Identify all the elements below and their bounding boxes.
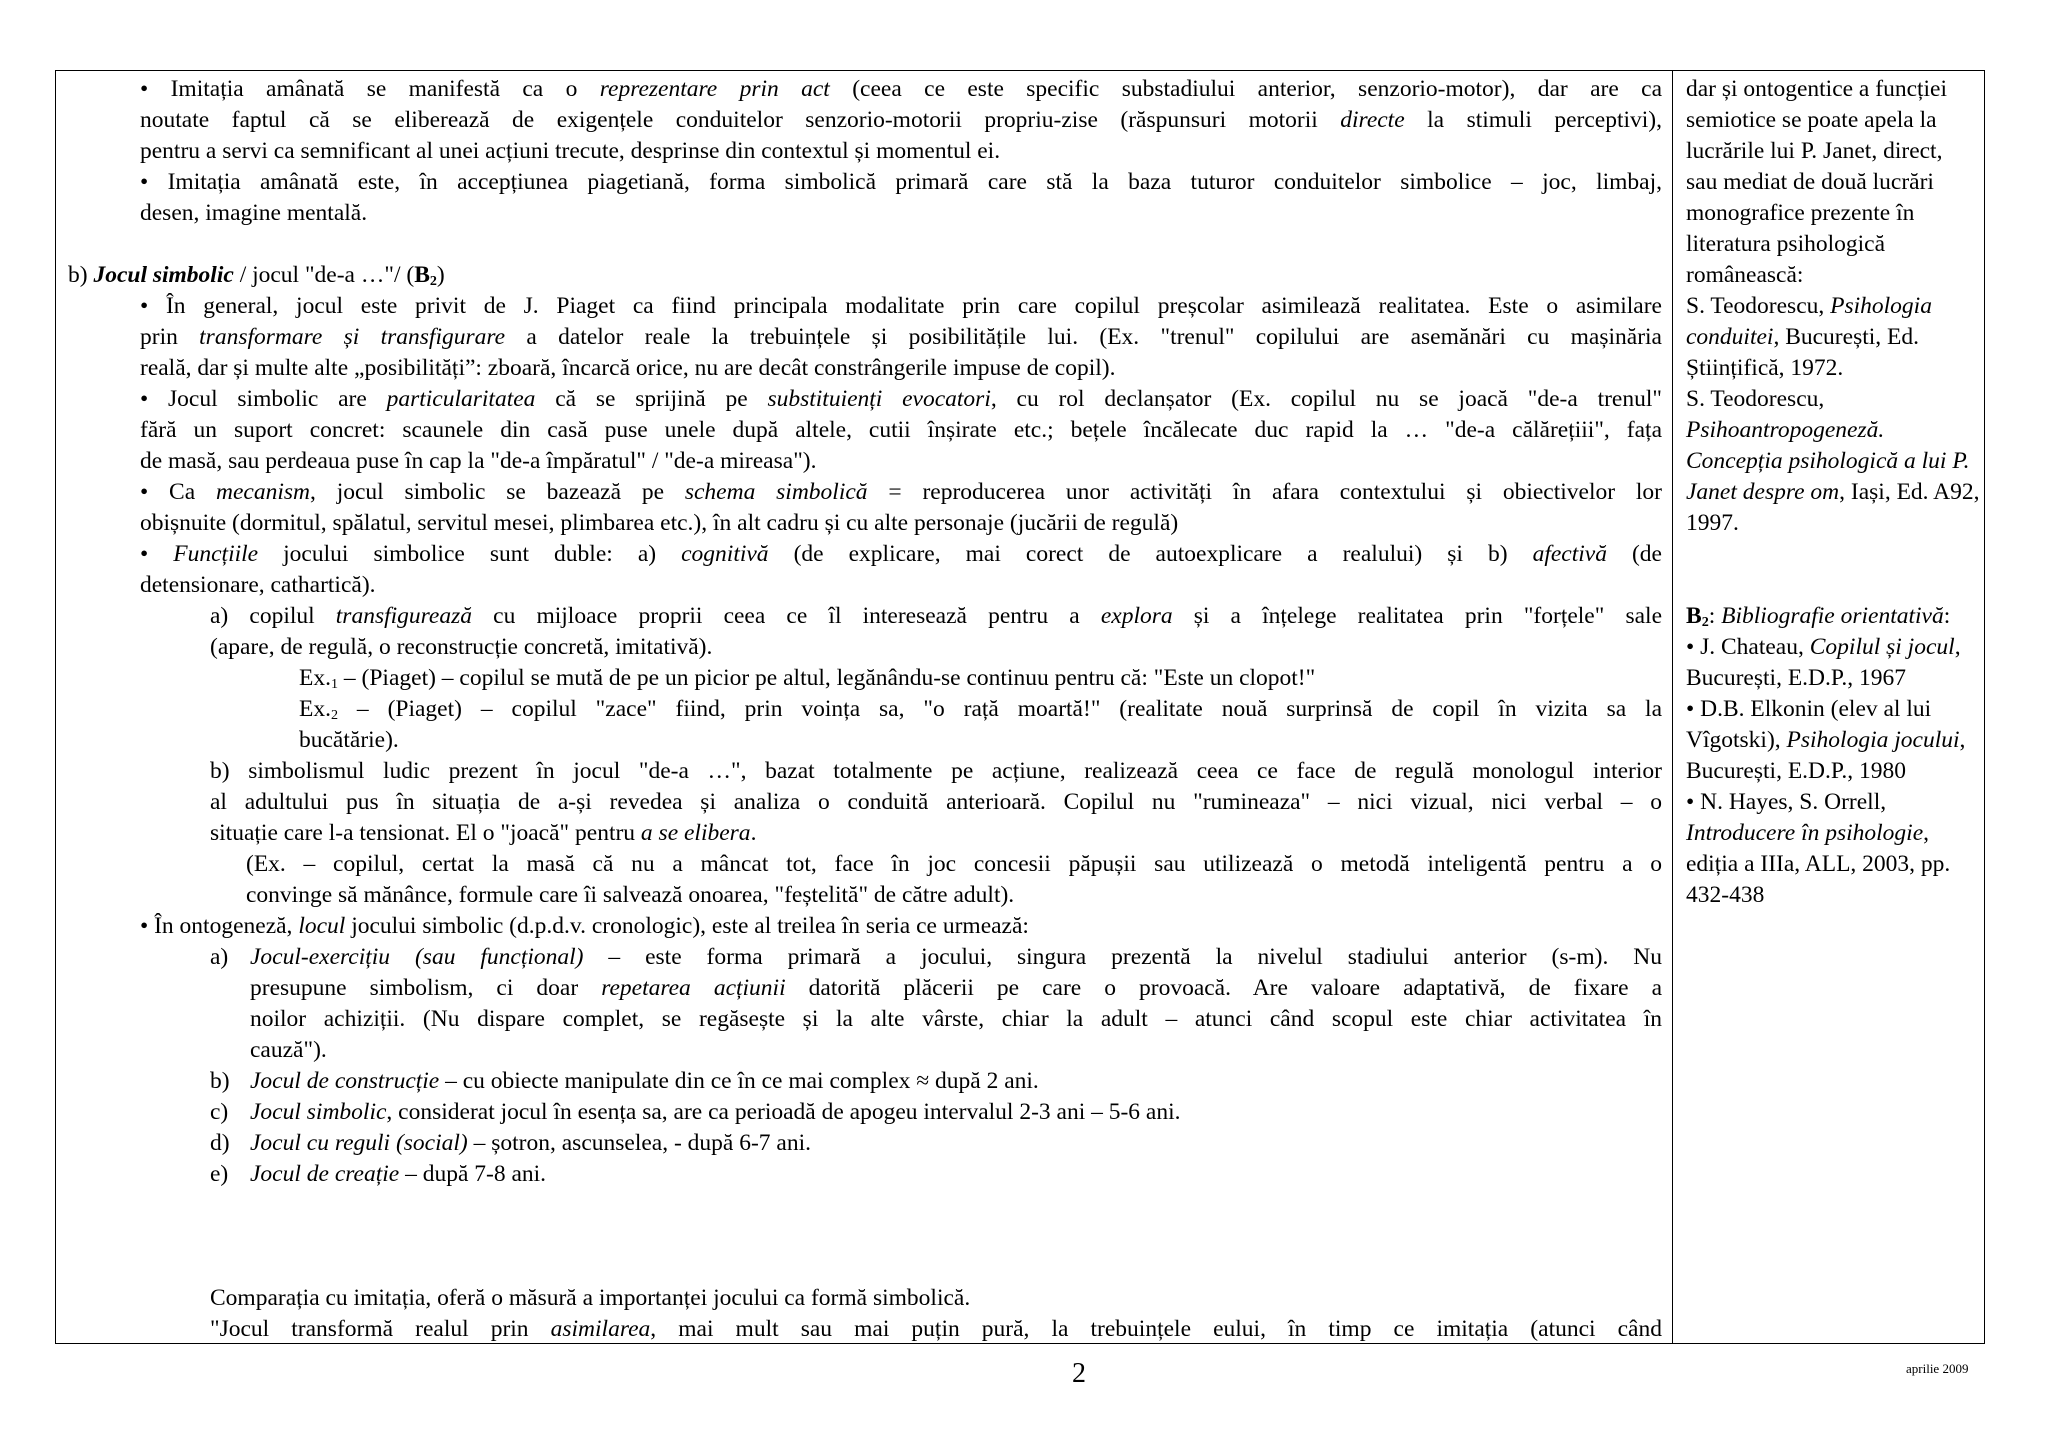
page-number: 2 bbox=[1072, 1358, 1086, 1389]
side-line-7: românească: bbox=[1686, 262, 1804, 288]
example-2-line-2: bucătărie). bbox=[299, 727, 399, 753]
ontogenesis-line: • În ontogeneză, locul jocului simbolic (d.p.d.v. cronologic), este al treilea în seria ce urmează: bbox=[140, 913, 1029, 939]
side-line-10: Științifică, 1972. bbox=[1686, 355, 1844, 381]
bibliography-heading: $B_2$: Bibliografie orientativă: bbox=[1686, 603, 1951, 630]
point-a-line-1: a) copilul transfigurează cu mijloace proprii ceea ce îl interesează pentru a explora și a înțelege realitatea prin "forțele" sale bbox=[210, 603, 1662, 629]
mechanism-line-2: obișnuite (dormitul, spălatul, servitul mesei, plimbarea etc.), în alt cadru și cu alte personaje (jucării de regulă) bbox=[140, 510, 1179, 536]
imitation-paragraph-2-line-2: desen, imagine mentală. bbox=[140, 200, 368, 226]
list-marker-e: e) bbox=[210, 1161, 229, 1187]
example-2-line-1: $Ex._2$ – (Piaget) – copilul "zace" fiind, prin voința sa, "o rață moartă!" (realitate nouă surprinsă de copil în vizita sa la bbox=[299, 696, 1662, 723]
point-b-line-2: al adultului pus în situația de a-și revedea și analiza o conduită anterioară. Copilul nu "rumineaza" – nici vizual, nici verbal – o bbox=[210, 789, 1662, 815]
general-line-2: prin transformare și transfigurare a datelor reale la trebuințele și posibilitățile lui. (Ex. "trenul" copilului are asemănări cu mașinăria bbox=[140, 324, 1662, 350]
side-line-11: S. Teodorescu, bbox=[1686, 386, 1825, 412]
imitation-paragraph-2-line-1: • Imitația amânată este, în accepțiunea piagetiană, forma simbolică primară care stă la baza tuturor conduitelor simbolice – joc, limbaj, bbox=[140, 169, 1662, 195]
bibliography-item-2-line-2: Vîgotski), Psihologia jocului, bbox=[1686, 727, 1966, 753]
main-column bbox=[56, 71, 1672, 1343]
mechanism-line-1: • Ca mecanism, jocul simbolic se bazează pe schema simbolică = reproducerea unor activități în afara contextului și obiectivelor lor bbox=[140, 479, 1662, 505]
functions-line-1: • Funcțiile jocului simbolice sunt duble: a) cognitivă (de explicare, mai corect de autoexplicare a realului) și b) afectivă (de bbox=[140, 541, 1662, 567]
bibliography-item-3-line-2: Introducere în psihologie, bbox=[1686, 820, 1930, 846]
general-line-3: reală, dar și multe alte „posibilități”: zboară, încarcă orice, nu are decât constrângerile impuse de copil). bbox=[140, 355, 1116, 381]
bibliography-item-2-line-1: • D.B. Elkonin (elev al lui bbox=[1686, 696, 1932, 722]
list-marker-c: c) bbox=[210, 1099, 229, 1125]
bibliography-item-1-line-1: • J. Chateau, Copilul și jocul, bbox=[1686, 634, 1961, 660]
side-line-3: lucrările lui P. Janet, direct, bbox=[1686, 138, 1943, 164]
bibliography-item-3-line-4: 432-438 bbox=[1686, 882, 1765, 908]
example-3-line-2: convinge să mănânce, formule care îi salvează onoarea, "feștelită" de către adult). bbox=[246, 882, 1015, 908]
list-marker-d: d) bbox=[210, 1130, 230, 1156]
list-item-a-line-3: noilor achiziții. (Nu dispare complet, se regăsește și la alte vârste, chiar la adult – atunci când scopul este chiar activitatea în bbox=[250, 1006, 1662, 1032]
side-line-4: sau mediat de două lucrări bbox=[1686, 169, 1934, 195]
bibliography-item-3-line-3: ediția a IIIa, ALL, 2003, pp. bbox=[1686, 851, 1951, 877]
sidebar-column bbox=[1674, 71, 1980, 1343]
side-line-8: S. Teodorescu, Psihologia bbox=[1686, 293, 1932, 319]
side-line-13: Concepția psihologică a lui P. bbox=[1686, 448, 1970, 474]
particularity-line-1: • Jocul simbolic are particularitatea că se sprijină pe substituienți evocatori, cu rol declanșator (Ex. copilul nu se joacă "de-a trenul" bbox=[140, 386, 1662, 412]
quote-line: "Jocul transformă realul prin asimilarea, mai mult sau mai puțin pură, la trebuințele eului, în timp ce imitația (atunci când bbox=[210, 1316, 1662, 1342]
list-item-a-line-2: presupune simbolism, ci doar repetarea acțiunii datorită plăcerii pe care o provoacă. Are valoare adaptativă, de fixare a bbox=[250, 975, 1663, 1001]
point-a-line-2: (apare, de regulă, o reconstrucție concretă, imitativă). bbox=[210, 634, 713, 660]
comparison-line: Comparația cu imitația, oferă o măsură a importanței jocului ca formă simbolică. bbox=[210, 1285, 971, 1311]
side-line-2: semiotice se poate apela la bbox=[1686, 107, 1937, 133]
list-marker-b: b) bbox=[210, 1068, 230, 1094]
particularity-line-3: de masă, sau perdeaua puse în cap la "de-a împăratul" / "de-a mireasa"). bbox=[140, 448, 817, 474]
list-item-d: Jocul cu reguli (social) – șotron, ascunselea, - după 6-7 ani. bbox=[250, 1130, 812, 1156]
general-line-1: • În general, jocul este privit de J. Piaget ca fiind principala modalitate prin care copilul preșcolar asimilează realitatea. Este o asimilare bbox=[140, 293, 1662, 319]
imitation-paragraph-1-line-1: • Imitația amânată se manifestă ca o reprezentare prin act (ceea ce este specific substadiului anterior, senzorio-motor), dar are ca bbox=[140, 76, 1662, 102]
imitation-paragraph-1-line-3: pentru a servi ca semnificant al unei acțiuni trecute, desprinse din contextul și momentul ei. bbox=[140, 138, 1001, 164]
side-line-15: 1997. bbox=[1686, 510, 1739, 536]
bibliography-item-1-line-2: București, E.D.P., 1967 bbox=[1686, 665, 1906, 691]
bibliography-item-2-line-3: București, E.D.P., 1980 bbox=[1686, 758, 1906, 784]
side-line-6: literatura psihologică bbox=[1686, 231, 1886, 257]
list-item-e: Jocul de creație – după 7-8 ani. bbox=[250, 1161, 547, 1187]
list-item-a-line-4: cauză"). bbox=[250, 1037, 327, 1063]
point-b-line-3: situație care l-a tensionat. El o "joacă" pentru a se elibera. bbox=[210, 820, 757, 846]
bibliography-item-3-line-1: • N. Hayes, S. Orrell, bbox=[1686, 789, 1887, 815]
side-line-9: conduitei, București, Ed. bbox=[1686, 324, 1919, 350]
functions-line-2: detensionare, cathartică). bbox=[140, 572, 376, 598]
side-line-5: monografice prezente în bbox=[1686, 200, 1915, 226]
point-b-line-1: b) simbolismul ludic prezent în jocul "de-a …", bazat totalmente pe acțiune, realizează ceea ce face de regulă monologul interior bbox=[210, 758, 1662, 784]
imitation-paragraph-1-line-2: noutate faptul că se eliberează de exigențele conduitelor senzorio-motorii propriu-zise (răspunsuri motorii directe la stimuli perceptivi), bbox=[140, 107, 1662, 133]
list-item-a-line-1: Jocul-exercițiu (sau funcțional) – este forma primară a jocului, singura prezentă la nivelul stadiului anterior (s-m). Nu bbox=[250, 944, 1662, 970]
footer-date: aprilie 2009 bbox=[1906, 1361, 1969, 1376]
example-1: $Ex._1$ – (Piaget) – copilul se mută de pe un picior pe altul, legănându-se continuu pentru că: "Este un clopot!" bbox=[299, 665, 1316, 692]
column-divider bbox=[1672, 71, 1673, 1343]
side-line-1: dar și ontogentice a funcției bbox=[1686, 76, 1948, 102]
list-item-b: Jocul de construcție – cu obiecte manipulate din ce în ce mai complex ≈ după 2 ani. bbox=[250, 1068, 1039, 1094]
list-marker-a: a) bbox=[210, 944, 229, 970]
list-item-c: Jocul simbolic, considerat jocul în esența sa, are ca perioadă de apogeu intervalul 2-3 ani – 5-6 ani. bbox=[250, 1099, 1181, 1125]
content-frame bbox=[55, 70, 1985, 1344]
particularity-line-2: fără un suport concret: scaunele din casă puse unele după altele, cutii înșirate etc.; bețele încălecate duc rapid la … "de-a călărețiii", fața bbox=[140, 417, 1662, 443]
side-line-12: Psihoantropogeneză. bbox=[1686, 417, 1885, 443]
side-line-14: Janet despre om, Iași, Ed. A92, bbox=[1686, 479, 1980, 505]
section-heading: b) Jocul simbolic / jocul "de-a …"/ $(B_2)$ bbox=[68, 262, 445, 289]
example-3-line-1: (Ex. – copilul, certat la masă că nu a mâncat tot, face în joc concesii păpușii sau utilizează o metodă inteligentă pentru a o bbox=[246, 851, 1662, 877]
